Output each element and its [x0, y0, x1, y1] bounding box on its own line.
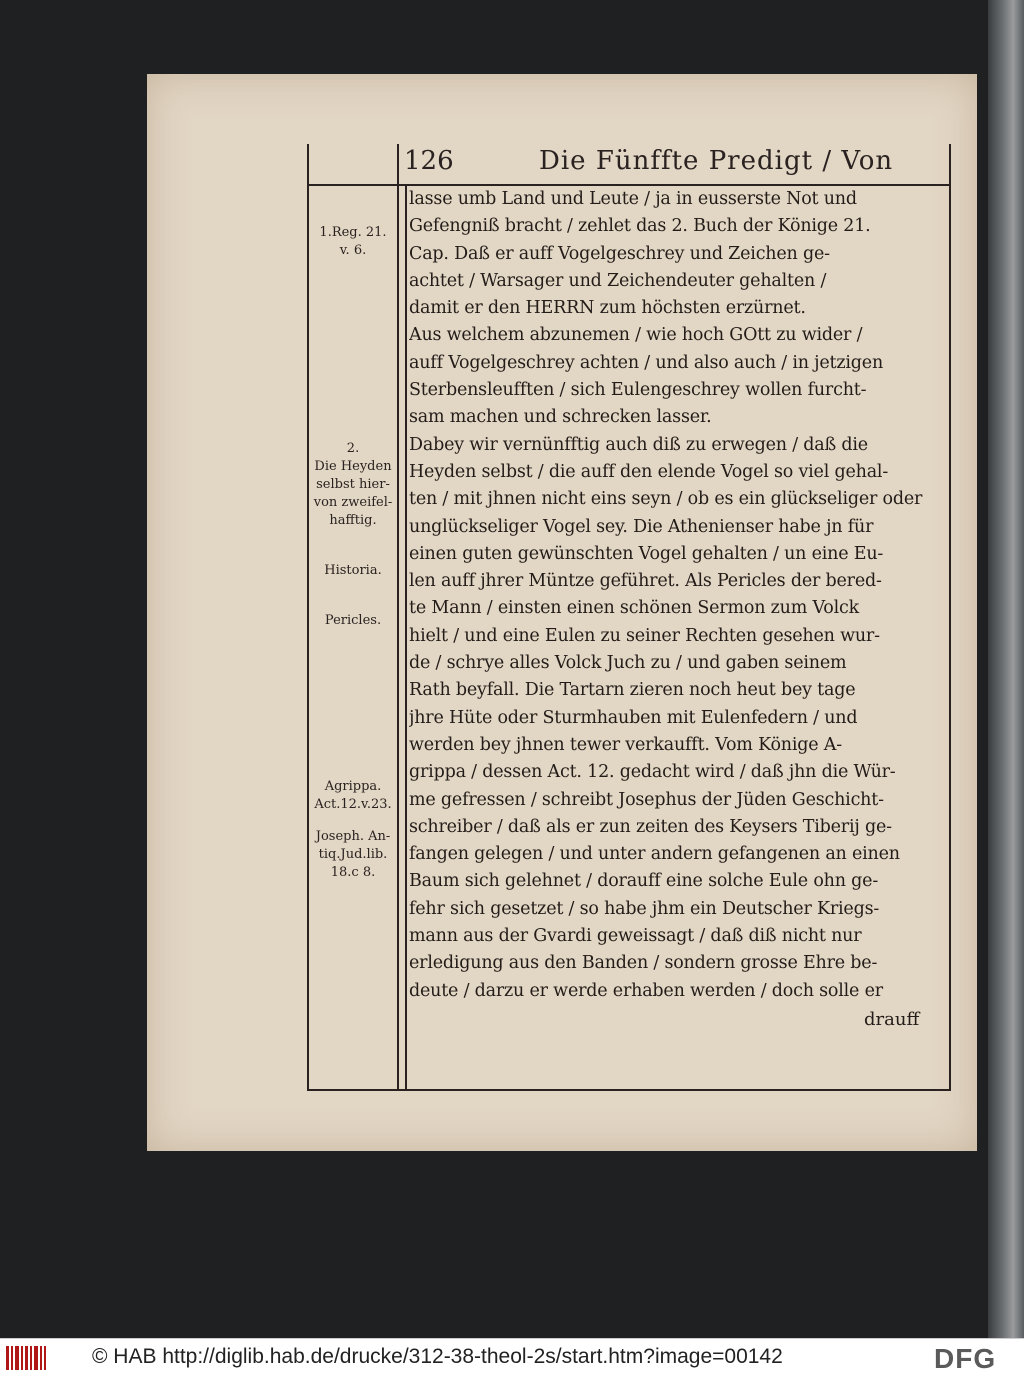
text-line: deute / darzu er werde erhaben werden / doch solle er	[409, 980, 883, 1001]
margin-note: Joseph. An- tiq.Jud.lib. 18.c 8.	[315, 829, 391, 880]
text-line: jhre Hüte oder Sturmhauben mit Eulenfedern / und	[409, 707, 858, 728]
margin-note: Pericles.	[324, 613, 382, 628]
catchword: drauff	[864, 1009, 920, 1030]
margin-note: Agrippa. Act.12.v.23.	[314, 779, 392, 812]
text-line: ten / mit jhnen nicht eins seyn / ob es ein glückseliger oder	[409, 489, 923, 510]
text-line: fehr sich gesetzet / so habe jhm ein Deutscher Kriegs-	[409, 898, 880, 919]
margin-notes	[309, 184, 397, 1084]
text-line: damit er den HERRN zum höchsten erzürnet.	[409, 298, 806, 319]
text-line: Dabey wir vernünfftig auch diß zu erwegen / daß die	[409, 434, 868, 455]
body-text	[409, 186, 943, 1005]
text-line: Sterbensleufften / sich Eulengeschrey wollen furcht-	[409, 380, 867, 401]
footer-bar	[0, 1338, 1024, 1377]
text-line: werden bey jhnen tewer verkaufft. Vom Könige A-	[409, 734, 842, 755]
margin-note: 2. Die Heyden selbst hier- von zweifel- hafftig.	[313, 441, 393, 528]
text-line: de / schrye alles Volck Juch zu / und gaben seinem	[409, 653, 847, 674]
text-line: sam machen und schrecken lasser.	[409, 407, 712, 428]
text-line: Baum sich gelehnet / dorauff eine solche Eule ohn ge-	[409, 871, 879, 892]
dfg-logo: DFG	[934, 1343, 997, 1374]
text-frame	[307, 144, 951, 1091]
text-line: lasse umb Land und Leute / ja in eusserste Not und	[409, 189, 857, 209]
text-line: grippa / dessen Act. 12. gedacht wird / daß jhn die Wür-	[409, 762, 896, 783]
text-line: Aus welchem abzunemen / wie hoch GOtt zu wider /	[409, 325, 863, 346]
margin-rule-inner	[405, 184, 407, 1089]
text-line: unglückseliger Vogel sey. Die Athenienser habe jn für	[409, 516, 874, 537]
page-header	[309, 144, 949, 186]
facing-page-edge	[988, 0, 1024, 1338]
page-number: 126	[404, 146, 454, 176]
text-line: erledigung aus den Banden / sondern grosse Ehre be-	[409, 953, 878, 974]
text-line: Gefengniß bracht / zehlet das 2. Buch der Könige 21.	[409, 216, 871, 237]
running-head: Die Fünffte Predigt / Von	[539, 146, 894, 176]
text-line: schreiber / daß als er zun zeiten des Keysers Tiberij ge-	[409, 816, 892, 837]
text-line: me gefressen / schreibt Josephus der Jüden Geschicht-	[409, 789, 884, 810]
text-line: auff Vogelgeschrey achten / und also auch / in jetzigen	[409, 352, 884, 373]
text-line: achtet / Warsager und Zeichendeuter gehalten /	[409, 270, 827, 291]
text-line: hielt / und eine Eulen zu seiner Rechten gesehen wur-	[409, 625, 880, 646]
text-line: mann aus der Gvardi geweissagt / daß diß nicht nur	[409, 926, 862, 947]
text-line: einen guten gewünschten Vogel gehalten / un eine Eu-	[409, 543, 884, 564]
book-page	[147, 74, 977, 1151]
margin-note: Historia.	[324, 563, 382, 578]
margin-note: 1.Reg. 21. v. 6.	[319, 225, 387, 258]
margin-rule	[397, 144, 399, 1089]
text-line: fangen gelegen / und unter andern gefangenen an einen	[409, 844, 900, 865]
copyright-link[interactable]: © HAB http://diglib.hab.de/drucke/312-38-theol-2s/start.htm?image=00142	[92, 1345, 783, 1368]
text-line: Rath beyfall. Die Tartarn zieren noch heut bey tage	[409, 680, 856, 701]
text-line: len auff jhrer Müntze geführet. Als Pericles der bered-	[409, 571, 882, 592]
text-line: Heyden selbst / die auff den elende Vogel so viel gehal-	[409, 461, 889, 482]
text-line: te Mann / einsten einen schönen Sermon zum Volck	[409, 598, 860, 619]
barcode-icon	[6, 1346, 46, 1370]
text-line: Cap. Daß er auff Vogelgeschrey und Zeichen ge-	[409, 243, 830, 264]
